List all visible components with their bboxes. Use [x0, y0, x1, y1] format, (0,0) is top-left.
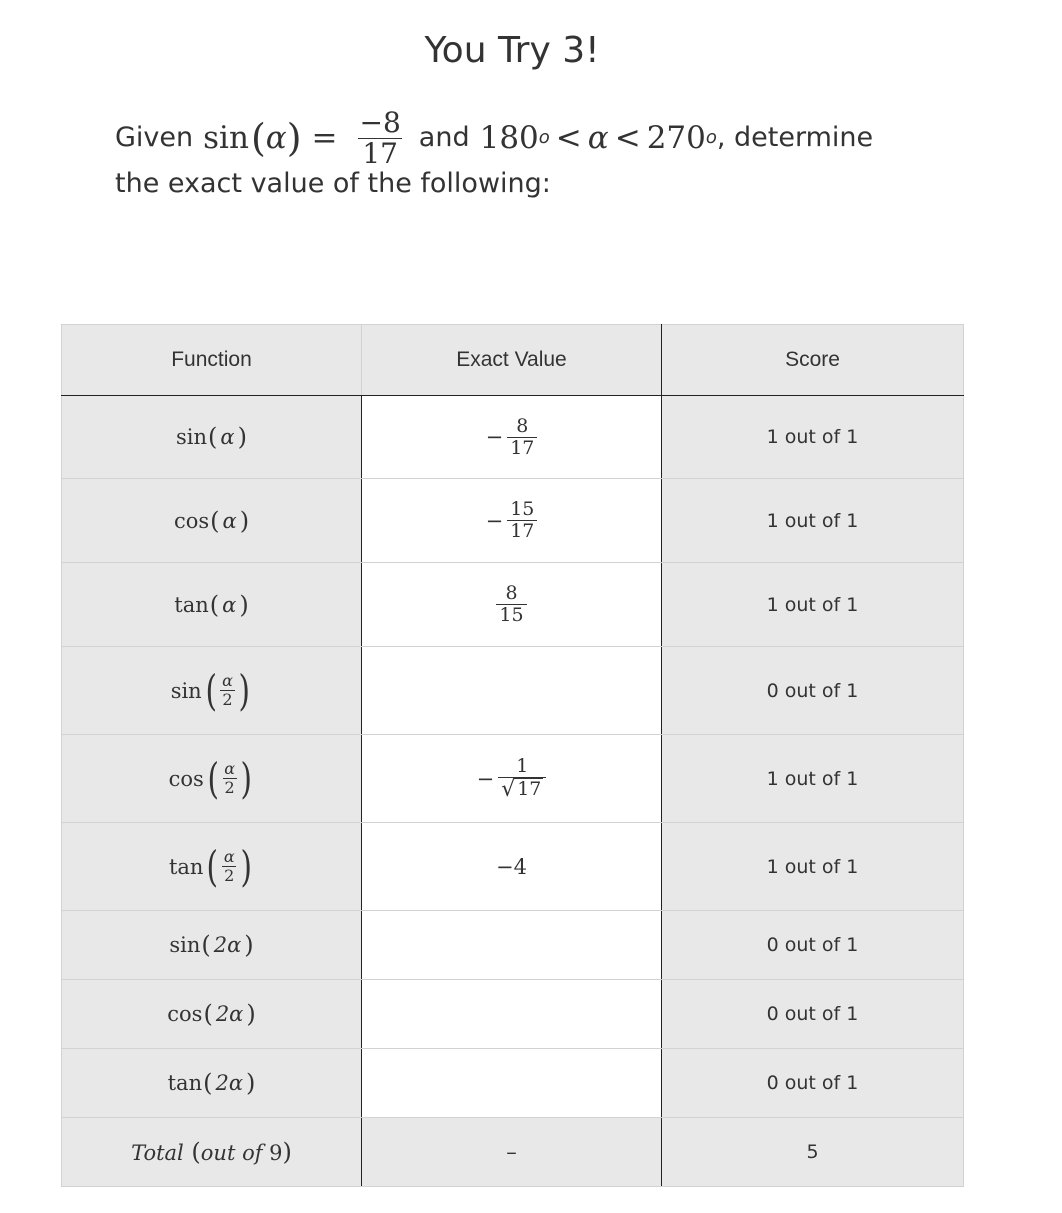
answers-table [61, 324, 964, 1187]
exact-value-cell[interactable] [362, 735, 662, 823]
left-paren: ( [210, 506, 220, 535]
exact-value-text: −4 [496, 854, 527, 879]
exact-value-expression [496, 582, 526, 626]
score-cell: 1 out of 1 [662, 823, 964, 911]
left-paren: ( [209, 590, 220, 619]
score-cell: 0 out of 1 [662, 980, 964, 1049]
exact-value-cell[interactable] [362, 563, 662, 647]
function-expression [174, 591, 248, 619]
total-score-cell: 5 [662, 1118, 964, 1187]
exact-value-cell[interactable] [362, 911, 662, 980]
right-paren: ) [239, 506, 250, 535]
half-angle-denominator: 2 [222, 690, 233, 709]
value-fraction [507, 499, 537, 542]
problem-prompt [115, 104, 915, 202]
total-out-of-text: out of [200, 1141, 263, 1165]
half-angle-denominator: 2 [224, 866, 235, 885]
half-angle-fraction [222, 848, 237, 885]
table-row [62, 980, 964, 1049]
total-row [62, 1118, 964, 1187]
function-cell [62, 563, 362, 647]
left-paren: ( [207, 753, 219, 803]
function-name: cos [173, 508, 210, 533]
left-paren: ( [206, 841, 219, 891]
right-paren: ) [239, 590, 249, 619]
value-numerator: 8 [505, 582, 518, 604]
radicand: 17 [517, 778, 542, 800]
right-paren: ) [246, 1069, 256, 1097]
function-argument: α [220, 425, 235, 449]
header-exact-value: Exact Value [362, 325, 662, 396]
half-angle-denominator: 2 [224, 778, 235, 797]
total-label-cell [62, 1118, 362, 1187]
function-cell [62, 396, 362, 479]
function-expression [170, 665, 253, 715]
prompt-lt-1: < [555, 120, 582, 156]
function-argument: 2α [213, 933, 242, 957]
function-argument: 2α [215, 1002, 244, 1026]
exact-value-expression [485, 414, 538, 459]
value-denominator: 17 [507, 437, 537, 459]
function-name: cos [167, 1002, 203, 1026]
exact-value-cell[interactable] [362, 823, 662, 911]
right-paren: ) [282, 1138, 292, 1166]
function-argument: 2α [215, 1071, 244, 1095]
left-paren: ( [203, 1000, 213, 1028]
value-denominator: 17 [507, 520, 537, 542]
half-angle-numerator: α [223, 847, 235, 866]
prompt-fraction-denominator: 17 [358, 138, 402, 169]
score-cell: 0 out of 1 [662, 647, 964, 735]
exact-value-cell[interactable] [362, 1049, 662, 1118]
score-cell: 1 out of 1 [662, 563, 964, 647]
left-paren: ( [183, 1138, 201, 1166]
square-root [501, 778, 543, 800]
score-cell: 1 out of 1 [662, 396, 964, 479]
half-angle-numerator: α [222, 671, 233, 690]
page-title: You Try 3! [424, 30, 600, 71]
exact-value-cell[interactable] [362, 479, 662, 563]
value-numerator: 1 [516, 755, 529, 777]
function-name: sin [169, 933, 201, 957]
header-score: Score [662, 325, 964, 396]
value-denominator [498, 777, 546, 801]
exact-value-cell[interactable] [362, 396, 662, 479]
function-expression [167, 1000, 255, 1028]
prompt-range-low: 180 [479, 120, 539, 156]
half-angle-fraction [222, 760, 237, 797]
exact-value-cell[interactable] [362, 980, 662, 1049]
total-value-cell: – [362, 1118, 662, 1187]
header-function: Function [62, 325, 362, 396]
prompt-given-word: Given [115, 122, 194, 153]
total-label: Total [131, 1141, 184, 1165]
negative-sign: − [476, 766, 495, 791]
table-row [62, 1049, 964, 1118]
right-paren: ) [238, 665, 250, 715]
function-expression [176, 423, 247, 451]
function-name: cos [168, 766, 204, 791]
negative-sign: − [485, 425, 504, 449]
value-numerator: 15 [510, 498, 535, 520]
right-paren: ) [240, 753, 252, 803]
table-row [62, 396, 964, 479]
prompt-fraction-numerator: −8 [359, 105, 401, 139]
left-paren: ( [201, 931, 211, 959]
table-row [62, 563, 964, 647]
right-paren: ) [244, 931, 254, 959]
function-name: tan [168, 854, 204, 879]
prompt-alpha: α [265, 120, 287, 156]
right-paren: ) [246, 1000, 256, 1028]
negative-sign: − [485, 508, 504, 533]
table-body [62, 396, 964, 1187]
function-cell [62, 1049, 362, 1118]
prompt-range-high: 270 [646, 120, 706, 156]
table-row [62, 735, 964, 823]
left-paren: ( [208, 423, 218, 451]
score-cell: 1 out of 1 [662, 479, 964, 563]
function-name: sin [176, 425, 208, 449]
prompt-degree-high: o [705, 127, 717, 148]
value-fraction [496, 583, 526, 626]
table-row [62, 647, 964, 735]
function-cell [62, 647, 362, 735]
table-row [62, 911, 964, 980]
value-numerator: 8 [516, 414, 529, 437]
function-name: sin [170, 678, 202, 703]
function-argument: α [222, 508, 237, 533]
table-header-row [62, 325, 964, 396]
function-expression [174, 507, 249, 535]
prompt-fraction [356, 105, 405, 170]
function-expression [168, 753, 255, 803]
left-paren: ( [205, 665, 217, 715]
right-paren: ) [237, 423, 247, 451]
prompt-lt-2: < [614, 120, 641, 156]
exact-value-expression [485, 498, 538, 542]
function-name: tan [167, 1071, 203, 1095]
function-expression [169, 931, 253, 959]
function-cell [62, 735, 362, 823]
score-cell: 1 out of 1 [662, 735, 964, 823]
half-angle-fraction [220, 672, 235, 709]
function-expression [168, 841, 254, 891]
left-paren: ( [203, 1069, 213, 1097]
function-cell [62, 823, 362, 911]
function-cell [62, 911, 362, 980]
prompt-line-1: Given sin ( α ) = $\frac{-8}{17}$ and 180 o < α < 270 o , determine [115, 105, 874, 170]
radical-icon: √ [501, 777, 516, 802]
half-angle-numerator: α [224, 759, 235, 778]
prompt-sin-name: sin [203, 120, 249, 156]
table-row [62, 823, 964, 911]
right-paren: ) [240, 841, 252, 891]
prompt-line-2: the exact value of the following: [115, 168, 551, 199]
value-fraction [507, 416, 537, 459]
exact-value-cell[interactable] [362, 647, 662, 735]
score-cell: 0 out of 1 [662, 911, 964, 980]
function-name: tan [174, 592, 209, 617]
prompt-alpha-2: α [587, 120, 609, 156]
prompt-and-word: and [418, 122, 470, 153]
function-argument: α [222, 592, 237, 617]
function-cell [62, 479, 362, 563]
prompt-degree-low: o [538, 127, 550, 148]
total-out-of-number: 9 [269, 1141, 283, 1165]
value-denominator: 15 [496, 604, 526, 626]
score-cell: 0 out of 1 [662, 1049, 964, 1118]
function-expression [168, 1069, 256, 1097]
function-cell [62, 980, 362, 1049]
table-row [62, 479, 964, 563]
prompt-equals: = [311, 120, 338, 156]
value-fraction [498, 756, 546, 801]
exact-value-expression [476, 755, 547, 802]
prompt-tail-text: , determine [716, 122, 874, 153]
